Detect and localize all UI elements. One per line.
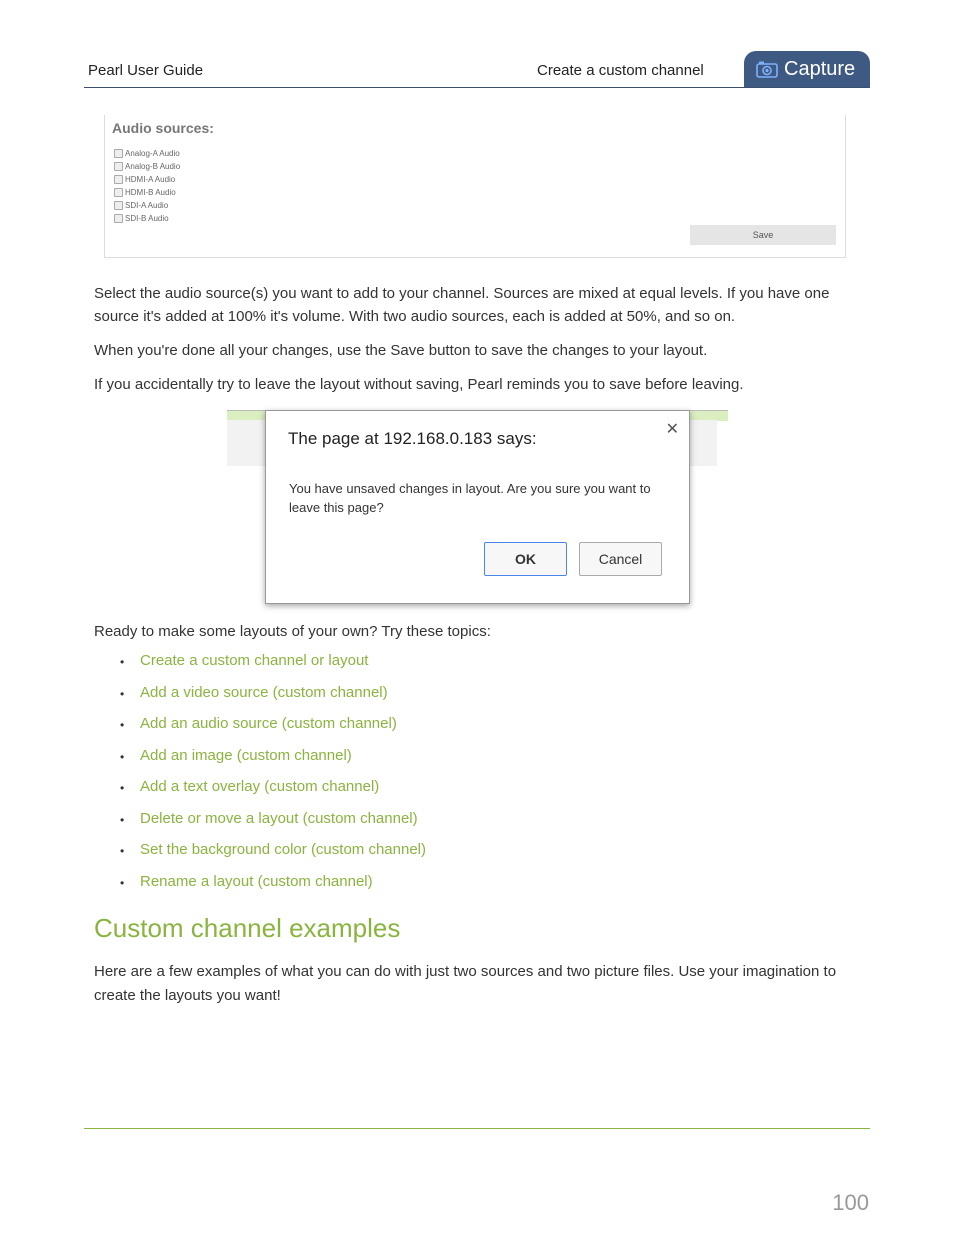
capture-tab <box>744 51 870 87</box>
source-sdi-a[interactable] <box>114 201 168 210</box>
guide-title: Pearl User Guide <box>88 62 204 79</box>
topic-link[interactable]: Add an image (custom channel) <box>140 746 352 764</box>
list-item: • Add a video source (custom channel) <box>120 683 388 701</box>
topic-link[interactable]: Add a text overlay (custom channel) <box>140 778 380 795</box>
list-item: • Add an audio source (custom channel) <box>120 715 397 732</box>
brand-label: Capture <box>784 57 856 80</box>
checkbox[interactable] <box>114 149 123 158</box>
source-label: HDMI-B Audio <box>125 188 176 197</box>
source-sdi-b[interactable] <box>114 214 169 223</box>
source-analog-a[interactable] <box>114 149 180 158</box>
topic-link[interactable]: Rename a layout (custom channel) <box>140 872 373 890</box>
topic-link[interactable]: Add an audio source (custom channel) <box>140 715 397 732</box>
list-item: • Delete or move a layout (custom channel) <box>120 809 418 827</box>
checkbox[interactable] <box>114 201 123 210</box>
paragraph: When you're done all your changes, use the Save button to save the changes to your layout. <box>94 342 708 359</box>
paragraph: Select the audio source(s) you want to add to your channel. Sources are mixed at equal levels. If you have one source it's added at 100% it's volume. With two audio sources, each is added at 50%, and so on. <box>94 285 830 325</box>
section-text: Here are a few examples of what you can do with just two sources and two picture files. Use your imagination to create the layouts you want! <box>94 963 837 1004</box>
audio-sources-screenshot <box>104 115 846 258</box>
save-button[interactable]: Save <box>690 225 836 245</box>
paragraph: If you accidentally try to leave the layout without saving, Pearl reminds you to save before leaving. <box>94 376 744 393</box>
dialog-message: You have unsaved changes in layout. Are you sure you want to leave this page? <box>289 481 651 515</box>
close-icon[interactable]: ✕ <box>665 421 679 438</box>
source-label: SDI-B Audio <box>125 214 169 223</box>
source-hdmi-b[interactable] <box>114 188 176 197</box>
source-label: Analog-B Audio <box>125 162 181 171</box>
topics-intro: Ready to make some layouts of your own? Try these topics: <box>94 623 491 640</box>
topic-link[interactable]: Add a video source (custom channel) <box>140 683 388 701</box>
section-heading: Custom channel examples <box>94 913 401 943</box>
list-item: • Add a text overlay (custom channel) <box>120 778 380 795</box>
source-label: SDI-A Audio <box>125 201 169 210</box>
source-hdmi-a[interactable] <box>114 175 175 184</box>
list-item: • Create a custom channel or layout <box>120 652 369 669</box>
list-item: • Rename a layout (custom channel) <box>120 872 373 890</box>
cancel-button[interactable]: Cancel <box>579 542 662 576</box>
list-item: • Set the background color (custom channel) <box>120 841 426 858</box>
audio-sources-title: Audio sources: <box>112 120 214 136</box>
dialog-title: The page at 192.168.0.183 says: <box>288 429 537 448</box>
source-label: HDMI-A Audio <box>125 175 176 184</box>
camera-icon <box>756 60 778 78</box>
topic-link[interactable]: Delete or move a layout (custom channel) <box>140 809 418 827</box>
confirm-dialog <box>265 410 690 604</box>
topic-link[interactable]: Create a custom channel or layout <box>140 652 369 669</box>
checkbox[interactable] <box>114 162 123 171</box>
source-analog-b[interactable] <box>114 162 180 171</box>
checkbox[interactable] <box>114 188 123 197</box>
source-label: Analog-A Audio <box>125 149 180 158</box>
topics-list <box>120 652 426 904</box>
page-number: 100 <box>832 1190 869 1215</box>
topic-link[interactable]: Set the background color (custom channel) <box>140 841 426 858</box>
section-title: Create a custom channel <box>537 62 704 79</box>
header-divider <box>84 87 870 88</box>
ok-button[interactable]: OK <box>484 542 567 576</box>
checkbox[interactable] <box>114 175 123 184</box>
list-item: • Add an image (custom channel) <box>120 746 352 764</box>
footer-divider <box>84 1128 870 1129</box>
checkbox[interactable] <box>114 214 123 223</box>
